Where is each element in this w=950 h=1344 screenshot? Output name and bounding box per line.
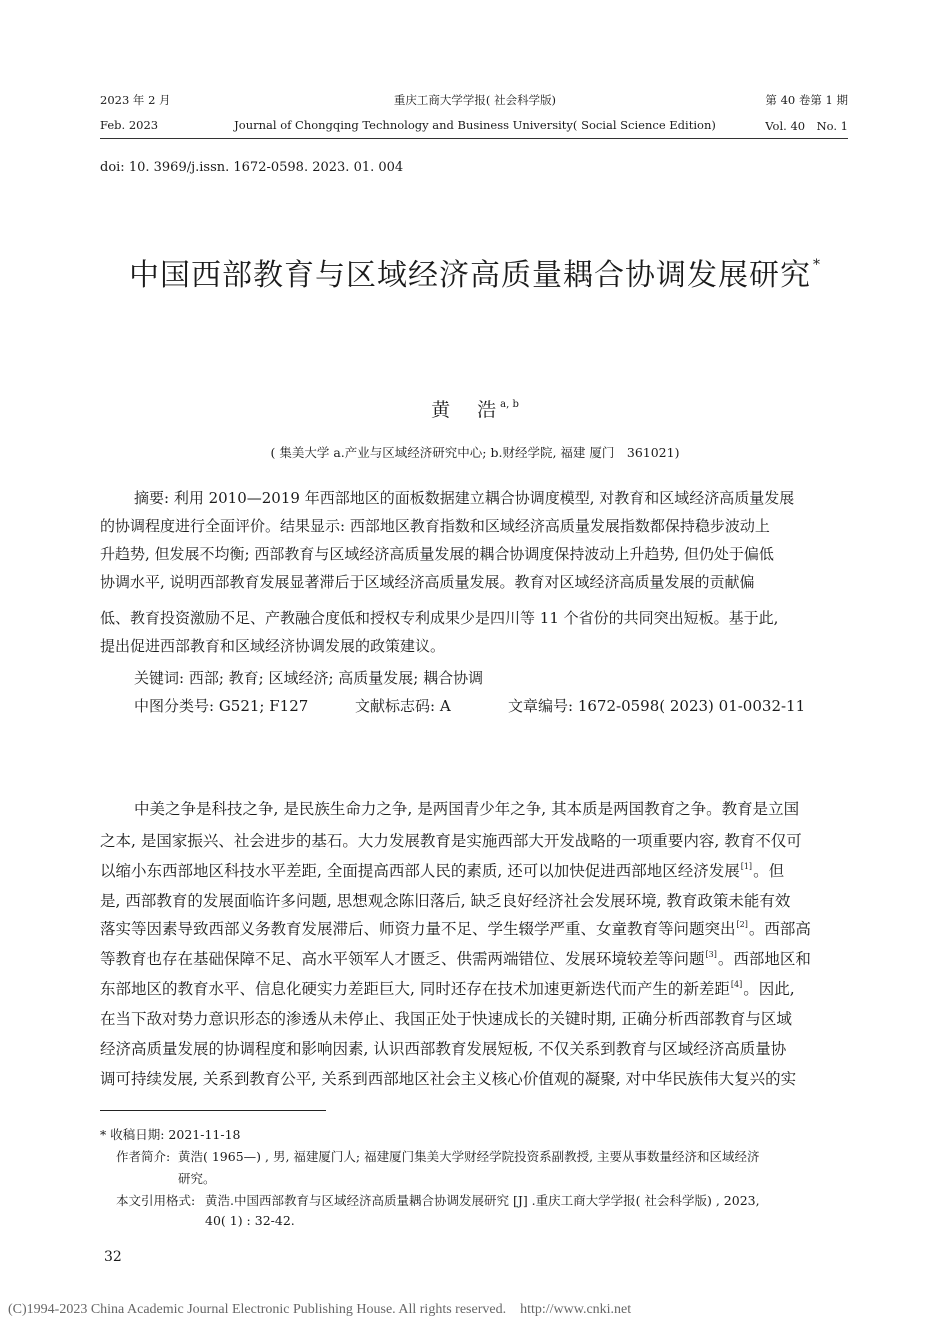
body-line: 东部地区的教育水平、信息化硬实力差距巨大, 同时还存在技术加速更新迭代而产生的新差距[4]。因此, <box>100 980 795 998</box>
body-line: 之本, 是国家振兴、社会进步的基石。大力发展教育是实施西部大开发战略的一项重要内容, 教育不仅可 <box>100 832 802 850</box>
footnote-author-bio-label: 作者简介: <box>116 1149 171 1164</box>
reference-mark[interactable]: [3] <box>705 950 717 959</box>
header-journal-en: Journal of Chongqing Technology and Business University( Social Science Edition) <box>234 118 716 132</box>
body-line: 经济高质量发展的协调程度和影响因素, 认识西部教育发展短板, 不仅关系到教育与区域经济高质量协 <box>100 1040 787 1058</box>
reference-mark[interactable]: [1] <box>740 862 753 871</box>
footnote-author-bio: 黄浩( 1965—) , 男, 福建厦门人; 福建厦门集美大学财经学院投资系副教授, 主要从事数量经济和区域经济 <box>178 1149 760 1164</box>
page-number: 32 <box>104 1249 122 1265</box>
body-line: 等教育也存在基础保障不足、高水平领军人才匮乏、供需两端错位、发展环境较差等问题[3]。西部地区和 <box>100 950 811 968</box>
author-name: 黄 浩 <box>431 399 501 421</box>
abstract-line: 协调水平, 说明西部教育发展显著滞后于区域经济高质量发展。教育对区域经济高质量发展的贡献偏 <box>100 573 755 591</box>
reference-mark[interactable]: [4] <box>730 980 743 989</box>
author-affiliation: ( 集美大学 a.产业与区域经济研究中心; b.财经学院, 福建 厦门 361021) <box>270 445 680 460</box>
article-number: 文章编号: 1672-0598( 2023) 01-0032-11 <box>508 697 806 715</box>
footnote-received: * 收稿日期: 2021-11-18 <box>100 1127 241 1142</box>
author-affil-marks: a, b <box>500 399 519 410</box>
header-issue-en: Vol. 40 No. 1 <box>765 119 848 133</box>
header-issue-cn: 第 40 卷第 1 期 <box>765 93 848 107</box>
body-line: 落实等因素导致西部义务教育发展滞后、师资力量不足、学生辍学严重、女童教育等问题突出[2]。西部高 <box>100 920 811 938</box>
body-line: 中美之争是科技之争, 是民族生命力之争, 是两国青少年之争, 其本质是两国教育之争。教育是立国 <box>134 800 800 818</box>
body-line: 是, 西部教育的发展面临许多问题, 思想观念陈旧落后, 缺乏良好经济社会发展环境, 教育政策未能有效 <box>100 892 791 910</box>
header-date-cn: 2023 年 2 月 <box>100 93 171 107</box>
reference-mark[interactable]: [2] <box>736 920 748 929</box>
keywords: 关键词: 西部; 教育; 区域经济; 高质量发展; 耦合协调 <box>134 669 484 687</box>
footnote-citation-cont: 40( 1) : 32-42. <box>205 1213 295 1228</box>
abstract-line: 摘要: 利用 2010—2019 年西部地区的面板数据建立耦合协调度模型, 对教育和区域经济高质量发展 <box>134 489 795 507</box>
abstract-line: 低、教育投资激励不足、产教融合度低和授权专利成果少是四川等 11 个省份的共同突出短板。基于此, <box>100 609 779 627</box>
body-line: 以缩小东西部地区科技水平差距, 全面提高西部人民的素质, 还可以加快促进西部地区经济发展[1]。但 <box>100 862 785 880</box>
body-line: 调可持续发展, 关系到教育公平, 关系到西部地区社会主义核心价值观的凝聚, 对中华民族伟大复兴的实 <box>100 1070 797 1088</box>
clc-number: 中图分类号: G521; F127 <box>134 697 309 715</box>
title-footnote-mark: * <box>813 257 821 273</box>
footnote-citation: 黄浩.中国西部教育与区域经济高质量耦合协调发展研究 [J] .重庆工商大学学报( 社会科学版) , 2023, <box>205 1193 760 1208</box>
article-title <box>0 250 950 294</box>
document-code: 文献标志码: A <box>355 697 451 715</box>
author <box>0 395 950 422</box>
footnote-rule <box>100 1110 326 1111</box>
abstract-line: 提出促进西部教育和区域经济协调发展的政策建议。 <box>100 637 446 655</box>
title-text: 中国西部教育与区域经济高质量耦合协调发展研究 <box>129 258 811 293</box>
footnote-author-bio-cont: 研究。 <box>178 1171 216 1186</box>
header-journal-cn: 重庆工商大学学报( 社会科学版) <box>393 93 557 107</box>
abstract-line: 升趋势, 但发展不均衡; 西部教育与区域经济高质量发展的耦合协调度保持波动上升趋势, 但仍处于偏低 <box>100 545 774 563</box>
body-line: 在当下敌对势力意识形态的渗透从未停止、我国正处于快速成长的关键时期, 正确分析西部教育与区域 <box>100 1010 792 1028</box>
footnote-citation-label: 本文引用格式: <box>116 1193 196 1208</box>
doi: doi: 10. 3969/j.issn. 1672-0598. 2023. 01. 004 <box>100 160 404 175</box>
header-date-en: Feb. 2023 <box>100 118 159 132</box>
abstract-line: 的协调程度进行全面评价。结果显示: 西部地区教育指数和区域经济高质量发展指数都保持稳步波动上 <box>100 517 770 535</box>
copyright-notice: (C)1994-2023 China Academic Journal Electronic Publishing House. All rights reserved. http://www.cnki.net <box>8 1302 632 1317</box>
header-rule <box>100 138 848 139</box>
